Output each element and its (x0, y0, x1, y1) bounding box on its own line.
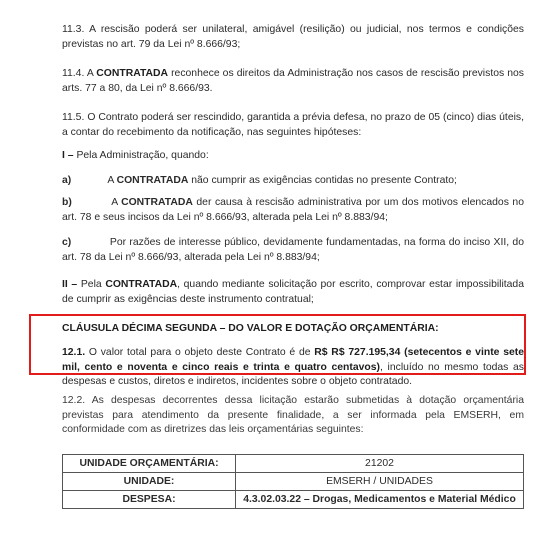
table-row (63, 491, 524, 509)
clause-ii: II – Pela CONTRATADA, quando mediante solicitação por escrito, comprovar estar impossibilitada de cumprir as exigências deste instrumento contratual; (62, 279, 524, 305)
clause-12-2: 12.2. As despesas decorrentes dessa licitação estarão submetidas à dotação orçamentária previstas para atendimento da presente finalidade, a ser informada pela EMSERH, em conformidade com as diretrizes das leis orçamentárias seguintes: (62, 395, 524, 435)
item-b: b) A CONTRATADA der causa à rescisão administrativa por um dos motivos elencados no art. 78 e seus incisos da Lei nº 8.666/93, alterada pela Lei nº 8.883/94; (62, 197, 524, 223)
clause-11-3: 11.3. A rescisão poderá ser unilateral, amigável (resilição) ou judicial, nos termos e condições previstas no art. 79 da Lei nº 8.666/93; (62, 24, 524, 50)
table-row (63, 473, 524, 491)
table-row (63, 455, 524, 473)
clause-12-heading: CLÁUSULA DÉCIMA SEGUNDA – DO VALOR E DOTAÇÃO ORÇAMENTÁRIA: (62, 323, 439, 334)
table-label: UNIDADE: (63, 473, 236, 491)
table-label: UNIDADE ORÇAMENTÁRIA: (63, 455, 236, 473)
budget-table (62, 454, 524, 509)
item-c: c) Por razões de interesse público, devidamente fundamentadas, na forma do inciso XII, do art. 78 da Lei nº 8.666/93, alterada pela Lei nº 8.883/94; (62, 237, 524, 263)
clause-admin: I – Pela Administração, quando: (62, 150, 209, 161)
clause-12-1: 12.1. O valor total para o objeto deste Contrato é de R$ R$ 727.195,34 (setecentos e vinte sete mil, cento e noventa e cinco reais e trinta e quatro centavos), incluído no mesmo todas as despesas e custos, diretos e indiretos, incidentes sobre o objeto contratado. (62, 347, 524, 387)
clause-11-5: 11.5. O Contrato poderá ser rescindido, garantida a prévia defesa, no prazo de 05 (cinco) dias úteis, a contar do recebimento da notificação, nas seguintes hipóteses: (62, 112, 524, 138)
table-value: 4.3.02.03.22 – Drogas, Medicamentos e Material Médico (236, 491, 524, 509)
clause-11-4: 11.4. A CONTRATADA reconhece os direitos da Administração nos casos de rescisão previstos nos arts. 77 a 80, da Lei nº 8.666/93. (62, 68, 524, 94)
table-value: EMSERH / UNIDADES (236, 473, 524, 491)
item-a: a) A CONTRATADA não cumprir as exigências contidas no presente Contrato; (62, 175, 457, 186)
table-value: 21202 (236, 455, 524, 473)
table-label: DESPESA: (63, 491, 236, 509)
